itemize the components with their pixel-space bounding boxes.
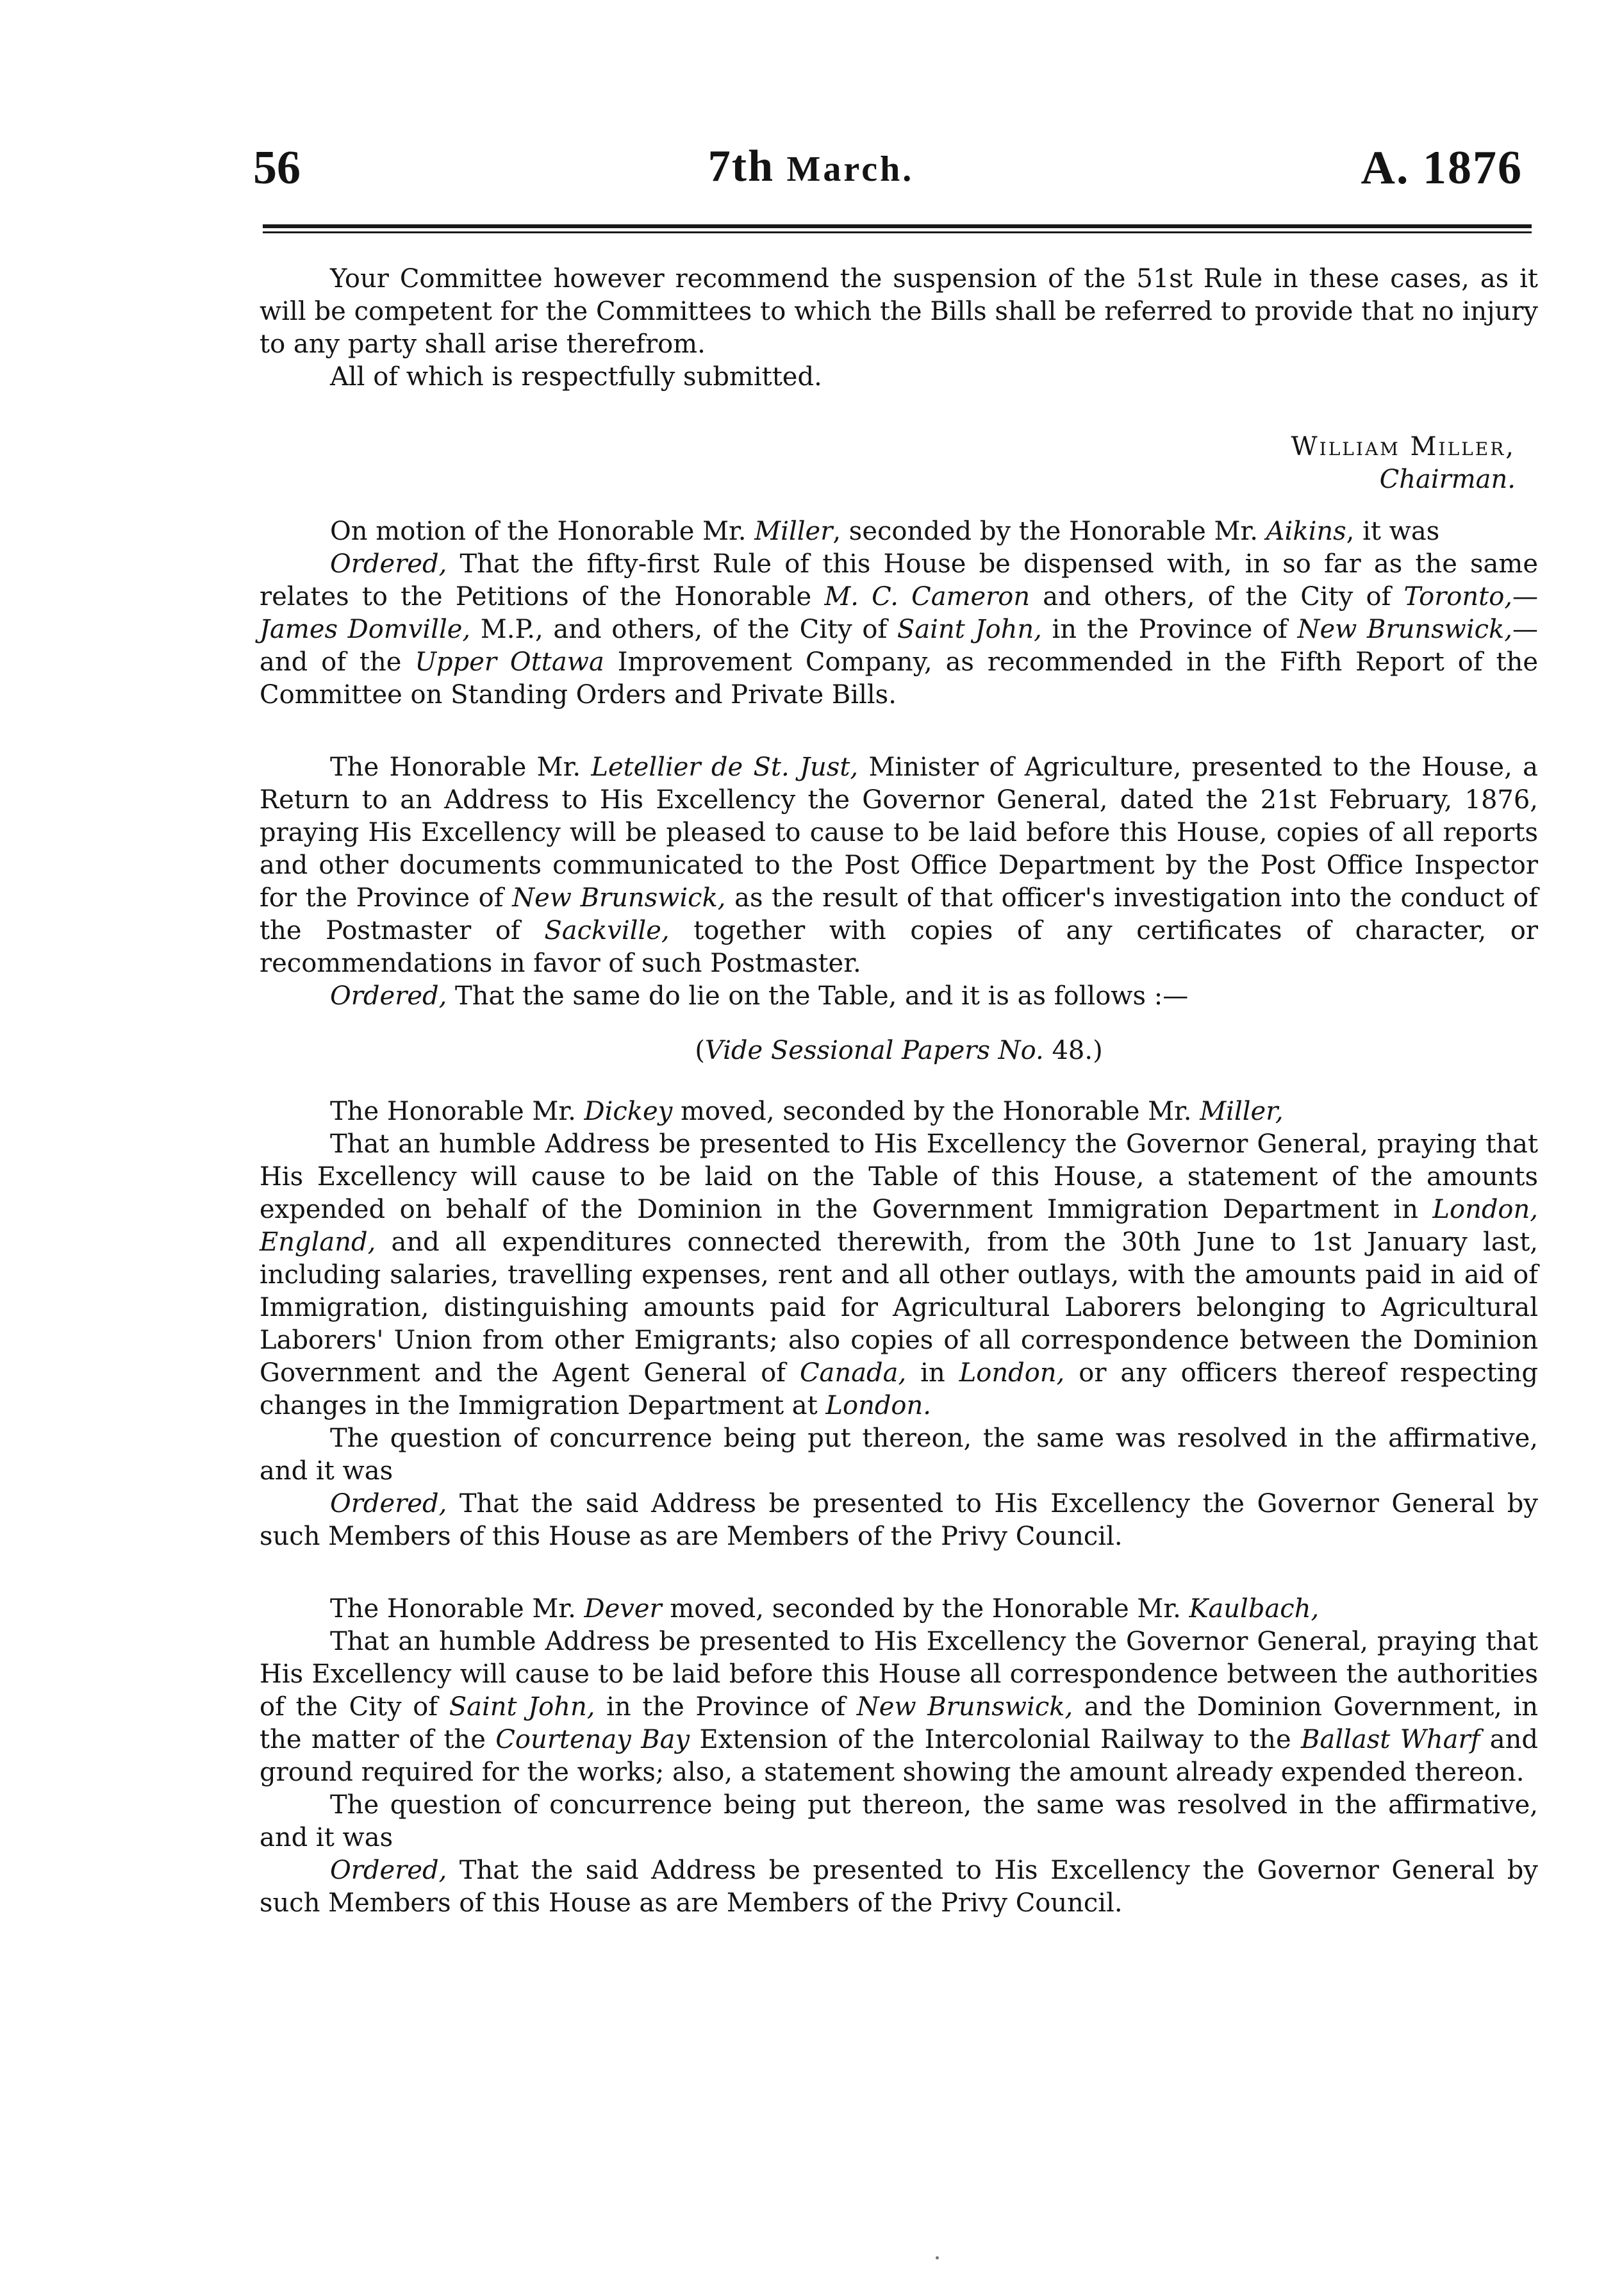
proper-name: New Brunswick, [1297, 615, 1513, 644]
return-paragraph [260, 751, 1538, 980]
proper-name: M. C. Cameron [824, 582, 1030, 611]
ordered-label: Ordered, [330, 1489, 447, 1518]
proper-name: Upper Ottawa [415, 647, 604, 677]
text: Extension of the Intercolonial Railway to the [690, 1725, 1302, 1754]
text: together with copies of any certificates of character, or recommendations in favor of such Postmaster. [260, 916, 1539, 978]
proper-name: Toronto,—James Domville, [260, 582, 1538, 644]
text: and others, of the City of [1030, 582, 1404, 611]
motion-3-address [260, 1626, 1538, 1789]
proper-name: New Brunswick, [856, 1692, 1073, 1722]
text: That the same do lie on the Table, and it is as follows :— [447, 981, 1189, 1011]
text: That the fifty-first Rule of this House be dispensed with, in so far as the same relates to the Petitions of the Honorable [260, 549, 1538, 611]
text: , it was [1346, 517, 1440, 546]
text: The Honorable Mr. [330, 1097, 584, 1126]
text: The Honorable Mr. [330, 1594, 584, 1624]
proper-name: London. [825, 1391, 931, 1420]
vide-reference [260, 1035, 1538, 1067]
text: Improvement Company, as recommended in the Fifth Report of the Committee on Standing Orders and Private Bills. [260, 647, 1539, 710]
proper-name: Courtenay Bay [495, 1725, 690, 1754]
motion-2-question: The question of concurrence being put thereon, the same was resolved in the affirmative, and it was [260, 1424, 1538, 1486]
mover-name: Miller [754, 517, 833, 546]
motion-3-order [260, 1854, 1538, 1920]
seconder-name: Miller, [1200, 1097, 1284, 1126]
text: in [906, 1358, 959, 1388]
ink-speck [936, 2256, 939, 2259]
vide-text: Vide Sessional Papers No. [704, 1036, 1044, 1065]
ordered-label: Ordered, [330, 981, 447, 1011]
text: ( [695, 1036, 705, 1065]
date-month: March. [786, 149, 914, 189]
proper-name: Sackville, [544, 916, 670, 945]
motion-3-question: The question of concurrence being put thereon, the same was resolved in the affirmative, and it was [260, 1790, 1538, 1852]
page-body [260, 263, 1538, 1920]
proper-name: New Brunswick, [512, 883, 726, 913]
seconder-name: Kaulbach, [1189, 1594, 1320, 1624]
motion-3-intro [260, 1593, 1538, 1626]
motion-2-intro [260, 1095, 1538, 1128]
committee-report-paragraph: Your Committee however recommend the suspension of the 51st Rule in these cases, as it will be competent for the Committees to which the Bills shall be referred to provide that no injury to any party shall arise therefrom. [260, 264, 1538, 359]
proper-name: London, [959, 1358, 1065, 1388]
text: and all expenditures connected therewith, from the 30th June to 1st January last, including salaries, travelling expenses, rent and all other outlays, with the amounts paid in aid of Immigration, distinguishing amounts paid for Agricultural Laborers belonging to Agricultural Laborers' Union from other Emigrants; also copies of all correspondence between the Dominion Government and the Agent General of [260, 1227, 1538, 1388]
text: The Honorable Mr. [330, 753, 592, 782]
text: That an humble Address be presented to His Excellency the Governor General, praying that His Excellency will cause to be laid before this House all correspondence between the authorities of the City of [260, 1627, 1538, 1722]
text: M.P., and others, of the City of [470, 615, 897, 644]
proper-name: Saint John, [897, 615, 1042, 644]
text: 48.) [1043, 1036, 1103, 1065]
text: in the Province of [595, 1692, 857, 1722]
text: That an humble Address be presented to His Excellency the Governor General, praying that His Excellency will cause to be laid on the Table of this House, a statement of the amounts expended on behalf of the Dominion in the Government Immigration Department in [260, 1129, 1538, 1224]
text: That the said Address be presented to His Excellency the Governor General by such Members of this House as are Members of the Privy Council. [260, 1489, 1538, 1551]
submitted-line: All of which is respectfully submitted. [330, 362, 822, 392]
text: , seconded by the Honorable Mr. [832, 517, 1266, 546]
header-rule-thick [263, 224, 1532, 228]
text: or any officers thereof respecting changes in the Immigration Department at [260, 1358, 1539, 1420]
text: On motion of the Honorable Mr. [330, 517, 755, 546]
page-header [0, 141, 1622, 199]
date-day: 7th [708, 142, 787, 191]
motion-1-order [260, 548, 1538, 711]
ordered-label: Ordered, [330, 1856, 447, 1885]
text: —and of the [260, 615, 1539, 677]
proper-name: Ballast Wharf [1301, 1725, 1480, 1754]
motion-2-address [260, 1128, 1538, 1422]
text: That the said Address be presented to His Excellency the Governor General by such Members of this House as are Members of the Privy Council. [260, 1856, 1538, 1918]
signature-block [260, 431, 1538, 496]
page-number: 56 [253, 142, 301, 194]
proper-name: London, England, [260, 1195, 1538, 1257]
signatory-title: Chairman. [1379, 465, 1516, 494]
ordered-label: Ordered, [330, 549, 447, 579]
text: in the Province of [1041, 615, 1298, 644]
seconder-name: Aikins [1266, 517, 1346, 546]
signatory-name: William Miller, [1291, 432, 1516, 462]
text: and ground required for the works; also, a statement showing the amount already expended thereon. [260, 1725, 1539, 1787]
proper-name: Saint John, [449, 1692, 595, 1722]
return-order [260, 980, 1538, 1013]
motion-2-order [260, 1488, 1538, 1553]
text: and the Dominion Government, in the matter of the [260, 1692, 1538, 1754]
mover-name: Dickey [584, 1097, 673, 1126]
header-year: A. 1876 [1361, 142, 1523, 194]
header-rule-thin [263, 231, 1532, 233]
proper-name: Canada, [799, 1358, 907, 1388]
text: as the result of that officer's investigation into the conduct of the Postmaster of [260, 883, 1538, 945]
minister-name: Letellier de St. Just, [591, 753, 859, 782]
text: Minister of Agriculture, presented to the House, a Return to an Address to His Excellency the Governor General, dated the 21st February, 1876, praying His Excellency will be pleased to cause to be laid before this House, copies of all reports and other documents communicated to the Post Office Department by the Post Office Inspector for the Province of [260, 753, 1538, 913]
text: moved, seconded by the Honorable Mr. [672, 1097, 1200, 1126]
text: moved, seconded by the Honorable Mr. [661, 1594, 1189, 1624]
mover-name: Dever [584, 1594, 662, 1624]
motion-1-intro [260, 515, 1538, 548]
